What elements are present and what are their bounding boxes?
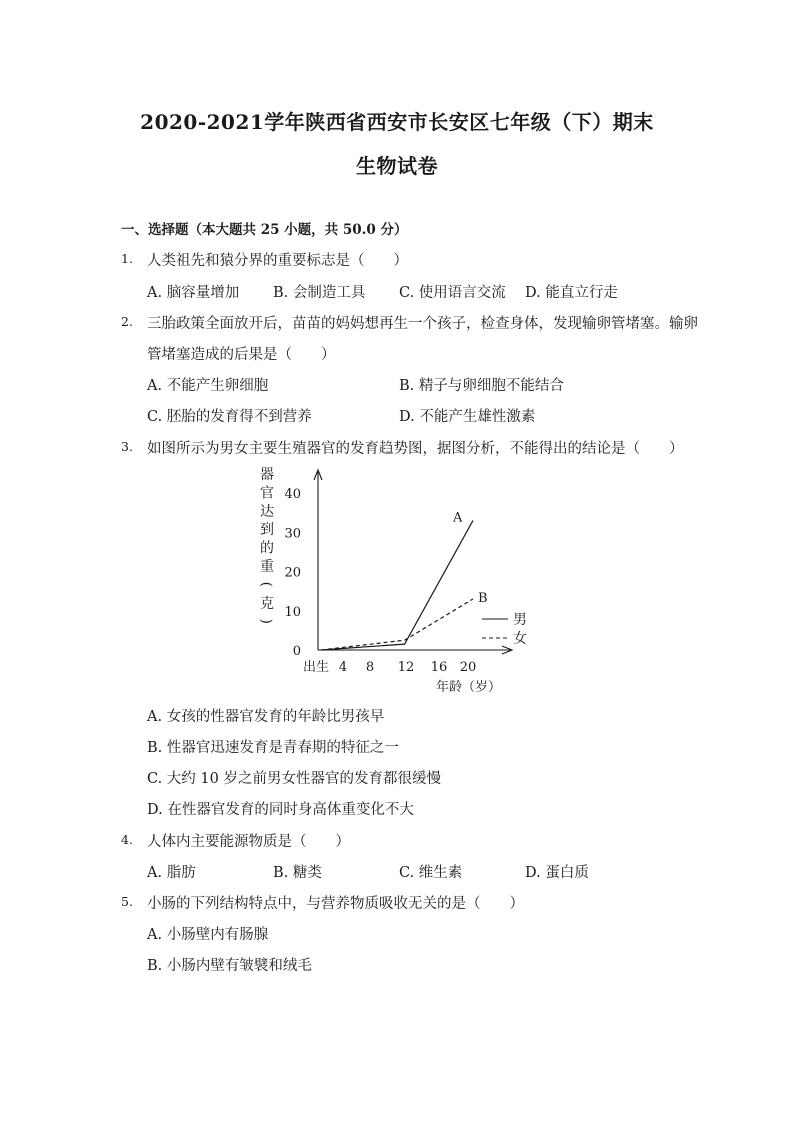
- title-line-2: 生物试卷: [356, 154, 438, 178]
- chart-y-label-char: 器: [260, 467, 274, 483]
- question-2-option-c[interactable]: C. 胚胎的发育得不到营养: [147, 409, 312, 425]
- question-5-option-a[interactable]: A. 小肠壁内有肠腺: [147, 927, 269, 943]
- question-3-number: 3.: [121, 439, 133, 454]
- question-5-text: 小肠的下列结构特点中，与营养物质吸收无关的是（ ）: [147, 896, 524, 912]
- question-2-option-a[interactable]: A. 不能产生卵细胞: [147, 378, 269, 394]
- chart-legend-label: 男: [513, 612, 527, 628]
- question-3-option-a[interactable]: A. 女孩的性器官发育的年龄比男孩早: [147, 709, 385, 725]
- chart-y-ticks: [284, 487, 301, 659]
- question-4-option-a[interactable]: A. 脂肪: [147, 865, 196, 881]
- question-4-number: 4.: [121, 832, 133, 847]
- chart-x-tick-label: 出生: [302, 660, 330, 675]
- question-3-text: 如图所示为男女主要生殖器官的发育趋势图，据图分析，不能得出的结论是（ ）: [147, 441, 684, 457]
- chart-y-label-char: 到: [260, 522, 274, 539]
- question-1-option-c[interactable]: C. 使用语言交流: [399, 285, 506, 301]
- chart-x-tick-label: 20: [459, 660, 477, 675]
- question-2-option-b[interactable]: B. 精子与卵细胞不能结合: [399, 378, 564, 394]
- chart-y-tick-label: 30: [284, 526, 301, 542]
- chart-series-line-B: [321, 599, 473, 650]
- chart-y-axis-label: [258, 467, 274, 624]
- chart-series-label-B: B: [478, 590, 488, 606]
- chart-y-label-char: 的: [260, 540, 274, 557]
- question-4-option-d[interactable]: D. 蛋白质: [525, 865, 589, 881]
- question-2-text-line-2: 管堵塞造成的后果是（ ）: [147, 347, 336, 363]
- organ-development-chart: [250, 462, 550, 702]
- chart-x-tick-label: 12: [397, 660, 415, 675]
- question-4-option-c[interactable]: C. 维生素: [399, 865, 463, 881]
- question-2-option-d[interactable]: D. 不能产生雄性激素: [399, 409, 536, 425]
- chart-y-label-char: ): [258, 618, 274, 624]
- chart-series-label-A: A: [453, 510, 463, 526]
- question-3-option-c[interactable]: C. 大约 10 岁之前男女性器官的发育都很缓慢: [147, 771, 441, 787]
- section-header: 一、选择题（本大题共 25 小题，共 50.0 分）: [121, 222, 408, 238]
- chart-x-ticks: [303, 659, 476, 675]
- question-1-option-b[interactable]: B. 会制造工具: [273, 285, 366, 301]
- question-3-option-d[interactable]: D. 在性器官发育的同时身高体重变化不大: [147, 802, 414, 818]
- chart-x-tick-label: 4: [338, 660, 348, 675]
- chart-x-axis-label: 年龄（岁）: [436, 680, 502, 695]
- question-1-number: 1.: [121, 251, 133, 266]
- question-1-option-d[interactable]: D. 能直立行走: [525, 285, 618, 301]
- chart-y-tick-label: 20: [284, 565, 301, 581]
- chart-y-label-char: (: [258, 581, 274, 588]
- chart-y-label-char: 克: [260, 595, 274, 612]
- chart-y-label-char: 重: [260, 559, 274, 575]
- chart-y-label-char: 达: [260, 503, 274, 520]
- chart-y-tick-label: 0: [292, 644, 301, 659]
- chart-legend-label: 女: [513, 631, 527, 647]
- chart-x-tick-label: 8: [365, 660, 375, 675]
- chart-y-label-char: 官: [260, 485, 274, 502]
- question-5-number: 5.: [121, 894, 133, 909]
- chart-y-tick-label: 40: [284, 487, 301, 502]
- chart-y-tick-label: 10: [284, 604, 301, 620]
- title-line-1: 2020-2021学年陕西省西安市长安区七年级（下）期末: [140, 110, 654, 134]
- question-4-option-b[interactable]: B. 糖类: [273, 865, 322, 881]
- question-1-option-a[interactable]: A. 脑容量增加: [147, 285, 240, 301]
- question-3-option-b[interactable]: B. 性器官迅速发育是青春期的特征之一: [147, 740, 399, 756]
- question-2-number: 2.: [121, 314, 133, 329]
- chart-series-line-A: [321, 520, 473, 650]
- chart-legend: [482, 612, 527, 647]
- chart-series: [321, 510, 488, 650]
- question-1-text: 人类祖先和猿分界的重要标志是（ ）: [147, 253, 408, 269]
- question-4-text: 人体内主要能源物质是（ ）: [147, 834, 350, 850]
- chart-x-tick-label: 16: [430, 660, 448, 675]
- question-5-option-b[interactable]: B. 小肠内壁有皱襞和绒毛: [147, 958, 312, 974]
- question-2-text-line-1: 三胎政策全面放开后，苗苗的妈妈想再生一个孩子，检查身体，发现输卵管堵塞。输卵: [147, 316, 698, 332]
- chart-axes: [314, 470, 512, 654]
